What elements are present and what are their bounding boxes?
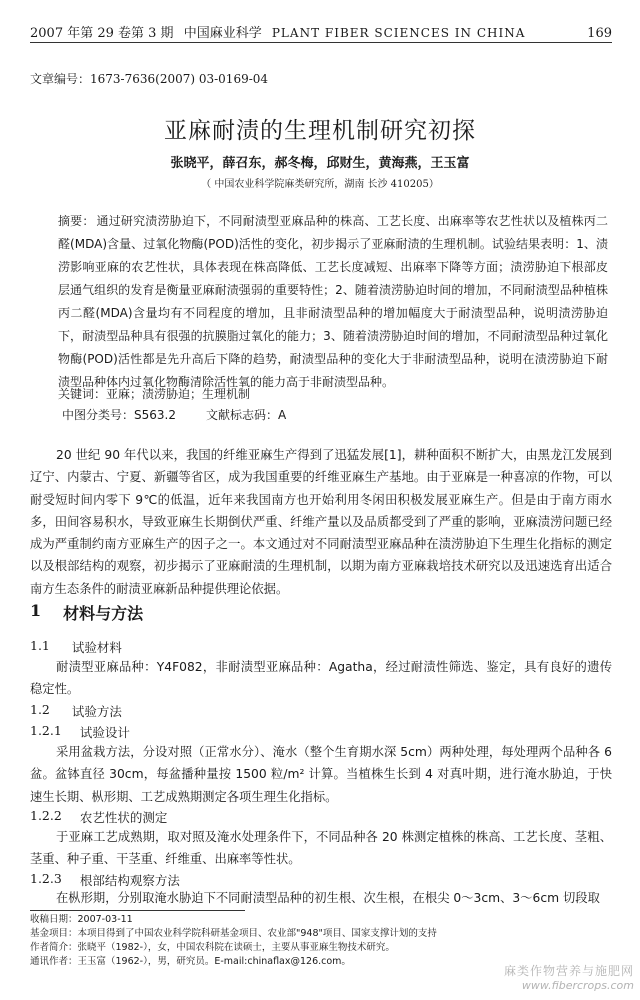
clc-number: 中图分类号：S563.2 xyxy=(62,408,176,422)
journal-issue: 2007 年第 29 卷第 3 期 xyxy=(30,26,174,41)
subsection-title: 试验材料 xyxy=(71,640,122,655)
subsubsection-number: 1.2.2 xyxy=(30,808,62,823)
watermark-url: www.fibercrops.com xyxy=(521,979,634,992)
abstract xyxy=(58,210,608,394)
running-header xyxy=(30,22,612,43)
classification-line xyxy=(62,406,286,423)
footnote-corresponding: 通讯作者：王玉富（1962-），男，研究员。E-mail:chinaflax@126.com。 xyxy=(30,956,351,967)
journal-name-cn: 中国麻业科学 xyxy=(183,26,262,41)
footnote-funding: 基金项目：本项目得到了中国农业科学院科研基金项目、农业部"948"项目、国家支撑计划的支持 xyxy=(30,928,437,939)
abstract-text: 通过研究渍涝胁迫下，不同耐渍型亚麻品种的株高、工艺长度、出麻率等农艺性状以及植株丙二醛(MDA)含量、过氧化物酶(POD)活性的变化，初步揭示了亚麻耐渍的生理机制。试验结果表明：1、渍涝影响亚麻的农艺性状，具体表现在株高降低、工艺长度减短、出麻率下降等方面；渍涝胁迫下根部皮层通气组织的发育是衡量亚麻耐渍强弱的重要特性；2、随着渍涝胁迫时间的增加，不同耐渍型品种植株丙二醛(MDA)含量均有不同程度的增加，且非耐渍型品种的增加幅度大于耐渍型品种，说明渍涝胁迫下，耐渍型品种具有很强的抗膜脂过氧化的能力；3、随着渍涝胁迫时间的增加，不同耐渍型品种过氧化物酶(POD)活性都是先升高后下降的趋势，耐渍型品种的变化大于非耐渍型品种，说明在渍涝胁迫下耐渍型品种体内过氧化物酶清除活性氧的能力高于非耐渍型品种。 xyxy=(58,214,608,389)
root-method-paragraph: 在枞形期，分别取淹水胁迫下不同耐渍型品种的初生根、次生根，在根尖 0～3cm、3～6cm 切段取 xyxy=(56,891,600,905)
article-id: 文章编号：1673-7636(2007) 03-0169-04 xyxy=(30,72,269,86)
introduction-paragraph: 20 世纪 90 年代以来，我国的纤维亚麻生产得到了迅猛发展[1]，耕种面积不断扩大，由黑龙江发展到辽宁、内蒙古、宁夏、新疆等省区，成为我国重要的纤维亚麻生产基地。由于亚麻是一种喜凉的作物，可以耐受短时间内零下 9℃的低温，近年来我国南方也开始利用冬闲田积极发展亚麻生产。但是由于南方雨水多，田间容易积水，导致亚麻生长期倒伏严重、纤维产量以及品质都受到了严重的影响，亚麻渍涝问题已经成为严重制约南方亚麻生产的因子之一。本文通过对不同耐渍型亚麻品种在渍涝胁迫下生理生化指标的测定以及根部结构的观察，初步揭示了亚麻耐渍的生理机制，以期为南方亚麻栽培技术研究以及迅速选育出适合南方生态条件的耐渍亚麻新品种提供理论依据。 xyxy=(30,448,612,596)
journal-name-en: PLANT FIBER SCIENCES IN CHINA xyxy=(271,26,526,40)
subsection-number: 1.1 xyxy=(30,638,50,653)
footnotes xyxy=(30,913,612,969)
watermark-text: 麻类作物营养与施肥网 xyxy=(503,964,634,978)
section-number: 1 xyxy=(30,601,42,620)
page-number: 169 xyxy=(587,26,612,41)
subsubsection-number: 1.2.3 xyxy=(30,871,62,886)
design-paragraph: 采用盆栽方法，分设对照（正常水分）、淹水（整个生育期水深 5cm）两种处理，每处理两个品种各 6 盆。盆钵直径 30cm，每盆播种量按 1500 粒/m² 计算。当植株生长到 4 对真叶期，进行淹水胁迫，于快速生长期、枞形期、工艺成熟期测定各项生理生化指标。 xyxy=(30,745,612,804)
subsubsection-heading-1-2-1 xyxy=(30,723,130,741)
paper-title: 亚麻耐渍的生理机制研究初探 xyxy=(164,118,476,144)
footnote-received: 收稿日期：2007-03-11 xyxy=(30,914,133,925)
footnote-rule xyxy=(30,910,245,911)
subsection-heading-1-1 xyxy=(30,638,122,656)
subsubsection-heading-1-2-2 xyxy=(30,808,167,826)
document-code: 文献标志码：A xyxy=(205,408,287,422)
subsubsection-title: 试验设计 xyxy=(79,725,130,740)
affiliation: （ 中国农业科学院麻类研究所，湖南 长沙 410205） xyxy=(201,179,439,190)
section-title: 材料与方法 xyxy=(63,604,144,623)
section-heading xyxy=(30,601,143,624)
subsubsection-title: 根部结构观察方法 xyxy=(79,873,180,888)
footnote-author-bio: 作者简介：张晓平（1982-），女，中国农科院在读硕士，主要从事亚麻生物技术研究。 xyxy=(30,942,395,953)
subsubsection-title: 农艺性状的测定 xyxy=(79,810,168,825)
materials-paragraph: 耐渍型亚麻品种：Y4F082，非耐渍型亚麻品种：Agatha，经过耐渍性筛选、鉴定，具有良好的遗传稳定性。 xyxy=(30,660,612,697)
keywords: 关键词：亚麻；渍涝胁迫；生理机制 xyxy=(58,387,251,401)
agronomic-paragraph: 于亚麻工艺成熟期，取对照及淹水处理条件下，不同品种各 20 株测定植株的株高、工艺长度、茎粗、茎重、种子重、干茎重、纤维重、出麻率等性状。 xyxy=(30,830,612,867)
author-list: 张晓平，薛召东，郝冬梅，邱财生，黄海燕，王玉富 xyxy=(170,156,470,171)
subsubsection-number: 1.2.1 xyxy=(30,723,62,738)
watermark xyxy=(504,962,634,992)
abstract-label: 摘要： xyxy=(58,214,95,228)
subsection-heading-1-2 xyxy=(30,702,122,720)
subsection-number: 1.2 xyxy=(30,702,50,717)
subsection-title: 试验方法 xyxy=(71,704,122,719)
